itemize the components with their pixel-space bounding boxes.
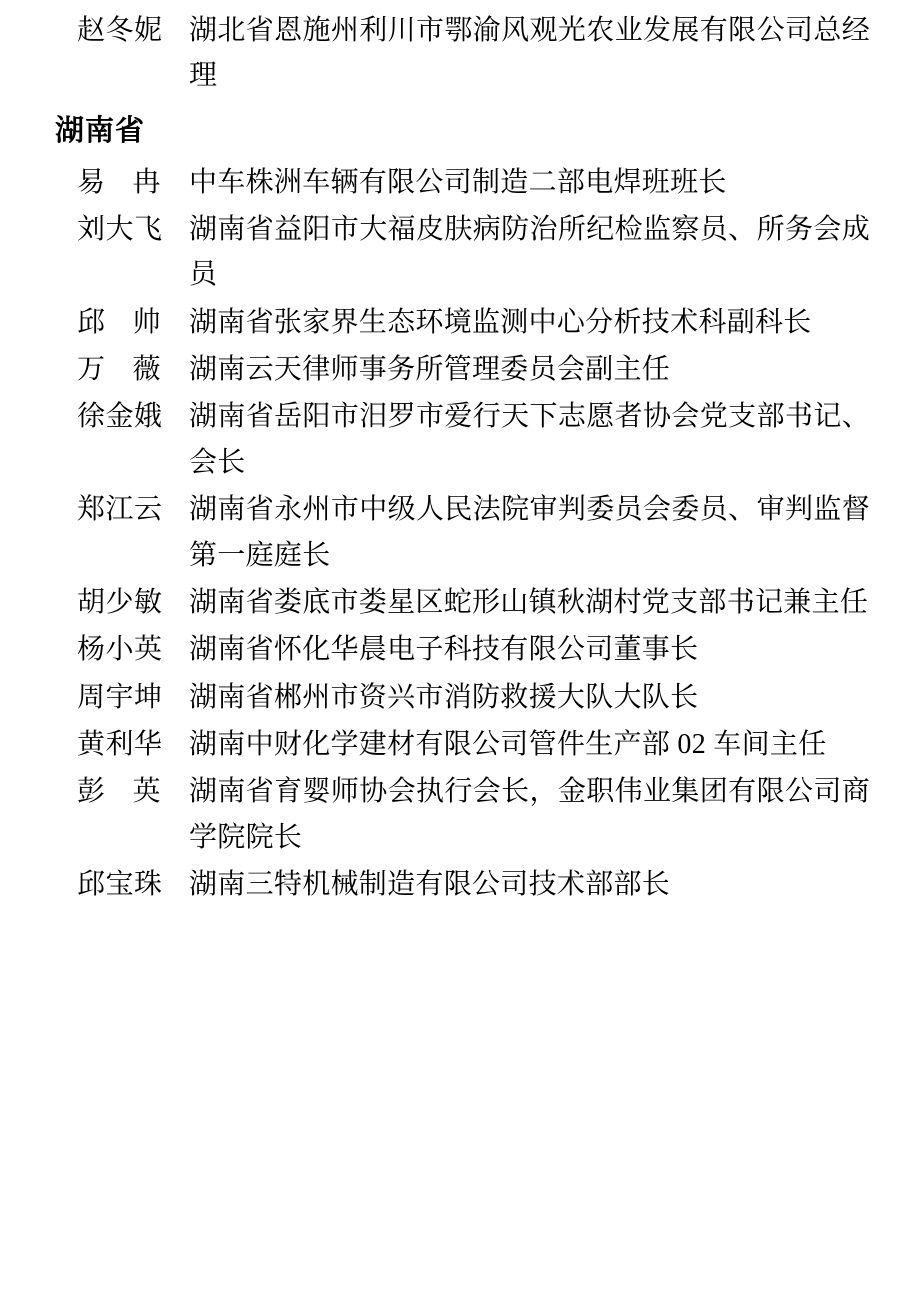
list-item (55, 394, 870, 485)
entry-name: 周宇坤 (77, 681, 163, 713)
entry-name-char: 英 (132, 776, 161, 808)
entry-name: 胡少敏 (77, 586, 163, 618)
entry-description: 湖南省郴州市资兴市消防救援大队大队长 (189, 681, 699, 713)
entry-name (55, 347, 189, 392)
entry-name: 徐金娥 (77, 401, 163, 433)
entry-name-char: 帅 (132, 306, 161, 338)
list-item (55, 769, 870, 860)
list-item (55, 862, 870, 907)
entry-name-char: 万 (77, 354, 106, 386)
list-item (55, 8, 870, 99)
entry-description: 湖南省永州市中级人民法院审判委员会委员、审判监督第一庭庭长 (189, 494, 870, 571)
entry-name-char: 冉 (132, 166, 161, 198)
entry-description: 湖南三特机械制造有限公司技术部部长 (189, 869, 671, 901)
entry-description: 湖南省益阳市大福皮肤病防治所纪检监察员、所务会成员 (189, 214, 870, 291)
entry-description: 湖南省怀化华晨电子科技有限公司董事长 (189, 634, 699, 666)
entry-description: 湖南云天律师事务所管理委员会副主任 (189, 354, 671, 386)
entry-name-char: 薇 (132, 354, 161, 386)
entry-description: 湖南省育婴师协会执行会长，金职伟业集团有限公司商学院院长 (189, 776, 870, 853)
entry-description: 湖南省岳阳市汨罗市爱行天下志愿者协会党支部书记、会长 (189, 401, 870, 478)
entry-name: 刘大飞 (77, 214, 163, 246)
entry-name-char: 邱 (77, 306, 106, 338)
entry-name: 邱宝珠 (77, 869, 163, 901)
entry-name (55, 300, 189, 345)
list-item (55, 722, 870, 767)
entry-description: 湖南省娄底市娄星区蛇形山镇秋湖村党支部书记兼主任 (189, 586, 869, 618)
entry-name-char: 易 (77, 166, 106, 198)
entry-name-char: 彭 (77, 776, 106, 808)
list-item (55, 580, 870, 625)
list-item (55, 487, 870, 578)
list-item (55, 207, 870, 298)
list-item (55, 300, 870, 345)
list-item (55, 347, 870, 392)
entry-description: 湖南省张家界生态环境监测中心分析技术科副科长 (189, 306, 812, 338)
entry-description: 湖北省恩施州利川市鄂渝风观光农业发展有限公司总经理 (189, 15, 870, 92)
entry-name (55, 769, 189, 814)
list-item (55, 627, 870, 672)
entry-description: 中车株洲车辆有限公司制造二部电焊班班长 (189, 166, 727, 198)
list-item (55, 675, 870, 720)
entry-name: 杨小英 (77, 634, 163, 666)
entry-name (55, 160, 189, 205)
list-item (55, 160, 870, 205)
section-heading: 湖南省 (55, 114, 146, 147)
entry-name: 郑江云 (77, 494, 163, 526)
entry-name: 赵冬妮 (77, 15, 163, 46)
entry-description: 湖南中财化学建材有限公司管件生产部 02 车间主任 (189, 728, 827, 760)
entry-name: 黄利华 (77, 728, 163, 760)
